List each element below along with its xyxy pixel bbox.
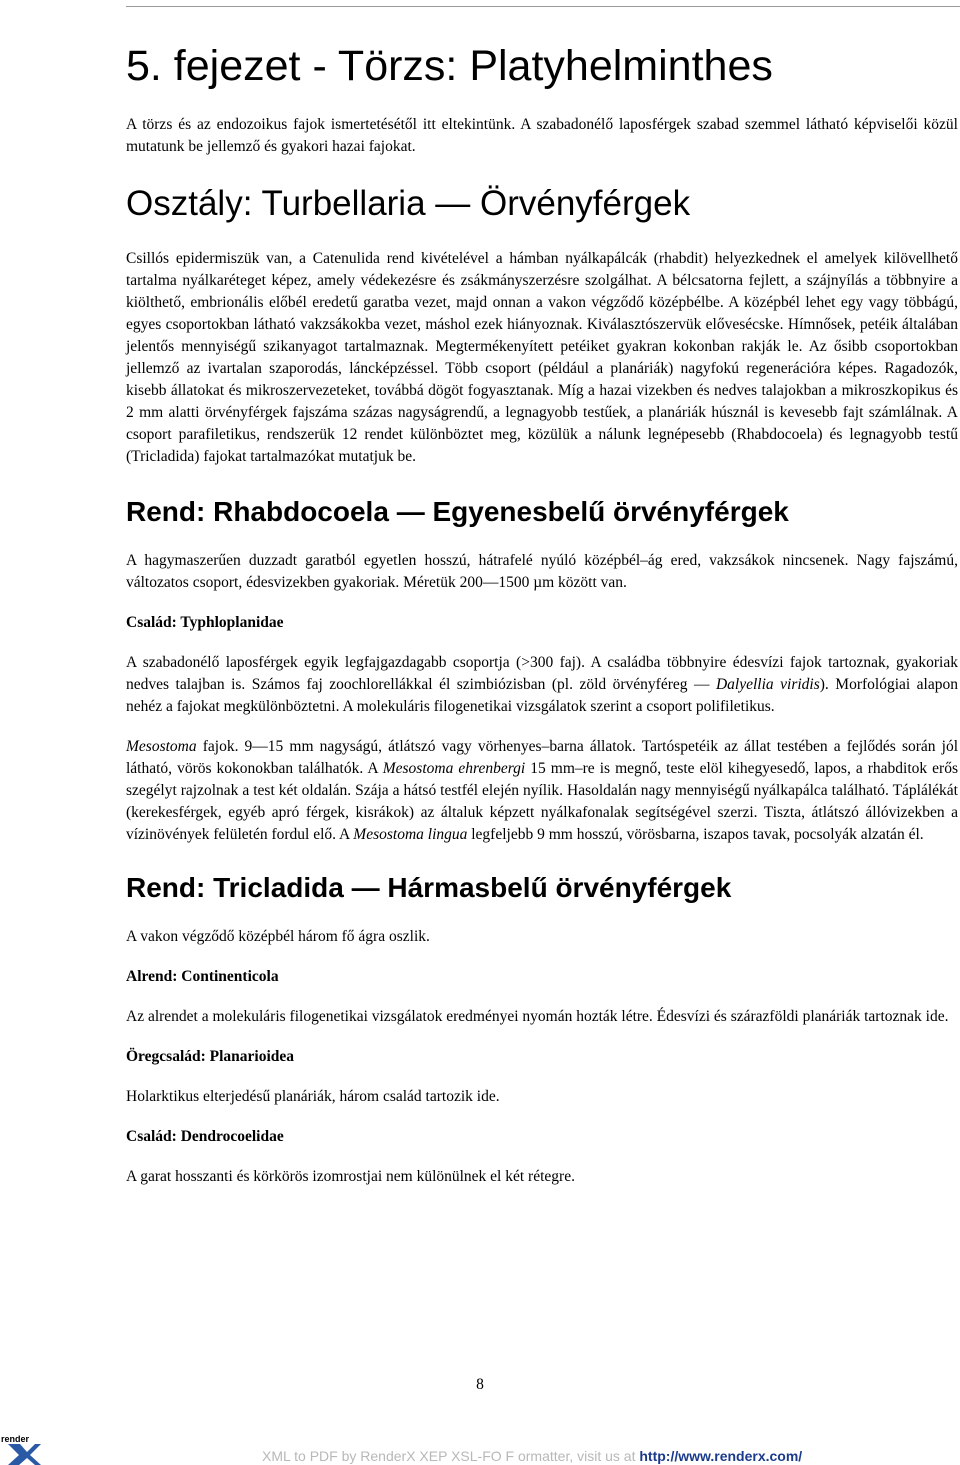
typhloplanidae-paragraph xyxy=(126,652,958,718)
intro-paragraph: A törzs és az endozoikus fajok ismertetésétől itt eltekintünk. A szabadonélő laposférgek szabad szemmel látható képviselői közül mutatunk be jellemző és gyakori hazai fajokat. xyxy=(126,116,958,155)
typhloplanidae-heading: Család: Typhloplanidae xyxy=(126,614,284,631)
mesostoma-paragraph xyxy=(126,736,958,846)
typhloplanidae-text-2: ). Morfológiai alapon nehéz a fajokat megkülönböztetni. A molekuláris filogenetikai vizsgálatok szerint a csoport polifiletikus. xyxy=(126,676,958,715)
renderx-link[interactable]: http://www.renderx.com/ xyxy=(639,1448,803,1464)
mesostoma-text-1: fajok. 9—15 mm nagyságú, átlátszó vagy vörhenyes–barna állatok. Tartóspetéik az állat testében a fejlődés során jól látható, vörös kokonokban találhatók. A xyxy=(126,738,958,777)
mesostoma-text-3: legfeljebb 9 mm hosszú, vörösbarna, iszapos tavak, pocsolyák alzatán él. xyxy=(467,826,924,843)
page-number: 8 xyxy=(476,1376,484,1393)
top-rule xyxy=(126,6,960,7)
typhloplanidae-text-1: A szabadonélő laposférgek egyik legfajgazdagabb csoportja (>300 faj). A családba többnyire édesvízi fajok tartoznak, gyakoriak nedves talajban is. Számos faj zoochlorellákkal él szimbiózisban (pl. zöld örvényféreg — xyxy=(126,654,958,693)
continenticola-heading: Alrend: Continenticola xyxy=(126,968,279,985)
content xyxy=(126,40,958,1188)
turbellaria-paragraph: Csillós epidermiszük van, a Catenulida rend kivételével a hámban nyálkapálcák (rhabdit) helyezkednek el amelyek kilövellhető tartalma nyálkaréteget képez, amely védekezésre és zsákmányszerzésre szolgálhat. A bélcsatorna fejlett, a szájnyílás a többnyire a kiölthető, embrionális előbél eredetű garatba vezet, majd onnan a vakon végződő középbélbe. A középbél lehet egy vagy többágú, egyes csoportokban látható vakzsákokba vezet, máshol ezek hiányoznak. Kiválasztószervük elővesécske. Hímnősek, petéik általában jelentős mennyiségű szikanyagot tartalmaznak. Megtermékenyített petéiket gyakran kokonban rakják le. Az ősibb csoportokban jellemző az ivartalan szaporodás, láncképzéssel. Több csoport (például a planáriák) nagyfokú regenerációra képes. Ragadozók, kisebb állatokat és mikroszervezeteket, továbbá dögöt fogyasztanak. Míg a hazai vizekben és nedves talajokban a mikroszkopikus és 2 mm alatti örvényférgek fajszáma százas nagyságrendű, a legnagyobb testűek, a planáriák húsznál is kevesebb fajt számlálnak. A csoport parafiletikus, rendszerük 12 rendet különböztet meg, közülük a nálunk legnépesebb (Rhabdocoela) és legnagyobb testű (Tricladida) fajokat tartalmazókat mutatjuk be. xyxy=(126,250,958,465)
species-mesostoma-ehrenbergi: Mesostoma ehrenbergi xyxy=(382,760,526,777)
continenticola-paragraph: Az alrendet a molekuláris filogenetikai vizsgálatok eredményei nyomán hozták létre. Édesvízi és szárazföldi planáriák tartoznak ide. xyxy=(126,1008,949,1025)
renderx-logo-icon xyxy=(0,1432,42,1465)
dendrocoelidae-paragraph: A garat hosszanti és körkörös izomrostjai nem különülnek el két rétegre. xyxy=(126,1168,575,1185)
footer-text: XML to PDF by RenderX XEP XSL-FO F ormatter, visit us at xyxy=(262,1448,640,1464)
tricladida-heading: Rend: Tricladida — Hármasbelű örvényférgek xyxy=(126,872,732,903)
chapter-title: 5. fejezet - Törzs: Platyhelminthes xyxy=(126,42,773,90)
renderx-logo-text: render xyxy=(1,1434,30,1444)
footer xyxy=(262,1448,802,1464)
genus-mesostoma: Mesostoma xyxy=(126,738,197,755)
rhabdocoela-heading: Rend: Rhabdocoela — Egyenesbelű örvényférgek xyxy=(126,496,789,527)
planarioidea-heading: Öregcsalád: Planarioidea xyxy=(126,1048,295,1065)
planarioidea-paragraph: Holarktikus elterjedésű planáriák, három család tartozik ide. xyxy=(126,1088,500,1105)
rhabdocoela-paragraph: A hagymaszerűen duzzadt garatból egyetlen hosszú, hátrafelé nyúló középbél–ág ered, vakzsákok nincsenek. Nagy fajszámú, változatos csoport, édesvizekben gyakoriak. Méretük 200—1500 µm között van. xyxy=(126,552,958,591)
dendrocoelidae-heading: Család: Dendrocoelidae xyxy=(126,1128,284,1145)
tricladida-paragraph: A vakon végződő középbél három fő ágra oszlik. xyxy=(126,928,430,945)
turbellaria-heading: Osztály: Turbellaria — Örvényférgek xyxy=(126,184,691,223)
species-mesostoma-lingua: Mesostoma lingua xyxy=(353,826,468,843)
species-dalyellia-viridis: Dalyellia viridis xyxy=(715,676,820,693)
renderx-logo-x-shape xyxy=(8,1444,41,1465)
mesostoma-text-2: 15 mm–re is megnő, teste elöl kihegyesedő, lapos, a rhabditok erős szegélyt rajzolnak a test két oldalán. Szája a hátsó testfél elején nyílik. Hasoldalán nagy mennyiségű nyálkapálca található. Táplálékát (kerekesférgek, egyéb apró férgek, kisrákok) az általuk képzett nyálkafonalak segítségével szerzi. Tiszta, átlátszó állóvizekben a vízinövények felületén fordul elő. A xyxy=(126,760,958,843)
